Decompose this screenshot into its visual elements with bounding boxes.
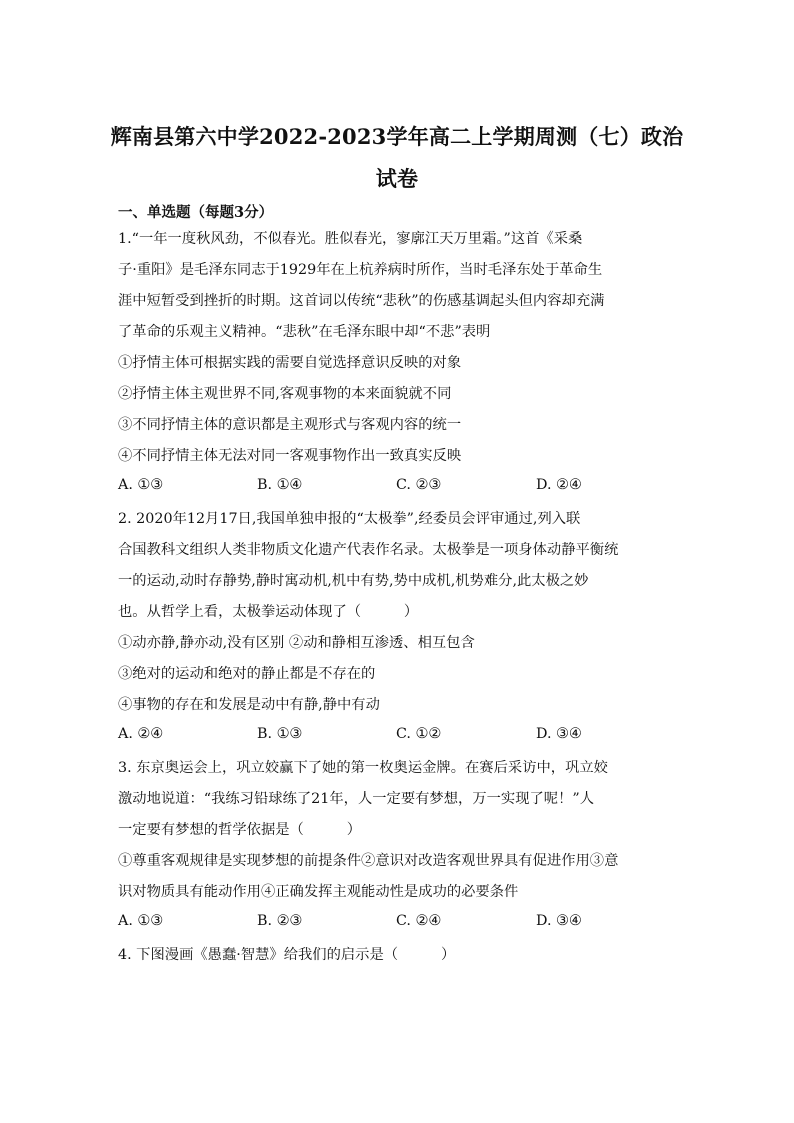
title-line-1: 辉南县第六中学2022-2023学年高二上学期周测（七）政治 (110, 124, 684, 149)
q1-line: 子·重阳》是毛泽东同志于1929年在上杭养病时所作，当时毛泽东处于革命生 (118, 262, 603, 278)
q2-option-c[interactable]: C. ①② (396, 726, 442, 742)
q2-option-d[interactable]: D. ③④ (536, 726, 582, 742)
q1-option-b[interactable]: B. ①④ (257, 477, 303, 493)
q3-statement: ①尊重客观规律是实现梦想的前提条件②意识对改造客观世界具有促进作用③意 (118, 853, 619, 869)
q3-option-a[interactable]: A. ①③ (118, 913, 164, 929)
q1-statement: ③不同抒情主体的意识都是主观形式与客观内容的统一 (118, 417, 462, 433)
q3-statement: 识对物质具有能动作用④正确发挥主观能动性是成功的必要条件 (118, 884, 519, 900)
q3-option-d[interactable]: D. ③④ (536, 913, 582, 929)
section-heading: 一、单选题（每题3分） (118, 204, 274, 221)
q2-line: 一的运动,动时存静势,静时寓动机,机中有势,势中成机,机势难分,此太极之妙 (118, 573, 589, 589)
q2-option-a[interactable]: A. ②④ (118, 726, 164, 742)
q1-statement: ④不同抒情主体无法对同一客观事物作出一致真实反映 (118, 448, 462, 464)
q2-line: 2. 2020年12月17日,我国单独申报的“太极拳”,经委员会评审通过,列入联 (118, 511, 581, 527)
q3-option-c[interactable]: C. ②④ (396, 913, 442, 929)
q2-line: 合国教科文组织人类非物质文化遗产代表作名录。太极拳是一项身体动静平衡统 (118, 542, 619, 558)
q3-line: 激动地说道：“我练习铅球练了21年，人一定要有梦想，万一实现了呢！”人 (118, 791, 595, 807)
q3-option-b[interactable]: B. ②③ (257, 913, 303, 929)
q1-statement: ①抒情主体可根据实践的需要自觉选择意识反映的对象 (118, 355, 462, 371)
q1-line: 了革命的乐观主义精神。“悲秋”在毛泽东眼中却“不悲”表明 (118, 324, 491, 340)
q3-line: 一定要有梦想的哲学依据是（ ） (118, 822, 362, 838)
q2-line: 也。从哲学上看，太极拳运动体现了（ ） (118, 604, 419, 620)
q2-statement: ①动亦静,静亦动,没有区别 ②动和静相互渗透、相互包含 (118, 635, 475, 651)
q2-statement: ③绝对的运动和绝对的静止都是不存在的 (118, 666, 376, 682)
q1-option-c[interactable]: C. ②③ (396, 477, 442, 493)
q2-option-b[interactable]: B. ①③ (257, 726, 303, 742)
q1-line: 涯中短暂受到挫折的时期。这首词以传统“悲秋”的伤感基调起头但内容却充满 (118, 293, 605, 309)
q1-statement: ②抒情主体主观世界不同,客观事物的本来面貌就不同 (118, 386, 452, 402)
q1-line: 1.“一年一度秋风劲，不似春光。胜似春光，寥廓江天万里霜。”这首《采桑 (118, 231, 583, 247)
document-title (110, 116, 684, 200)
q1-option-d[interactable]: D. ②④ (536, 477, 582, 493)
title-line-2: 试卷 (375, 166, 419, 191)
q4-line: 4. 下图漫画《愚蠢·智慧》给我们的启示是（ ） (118, 947, 456, 963)
q3-line: 3. 东京奥运会上，巩立姣赢下了她的第一枚奥运金牌。在赛后采访中，巩立姣 (118, 760, 608, 776)
q1-option-a[interactable]: A. ①③ (118, 477, 164, 493)
q2-statement: ④事物的存在和发展是动中有静,静中有动 (118, 697, 380, 713)
